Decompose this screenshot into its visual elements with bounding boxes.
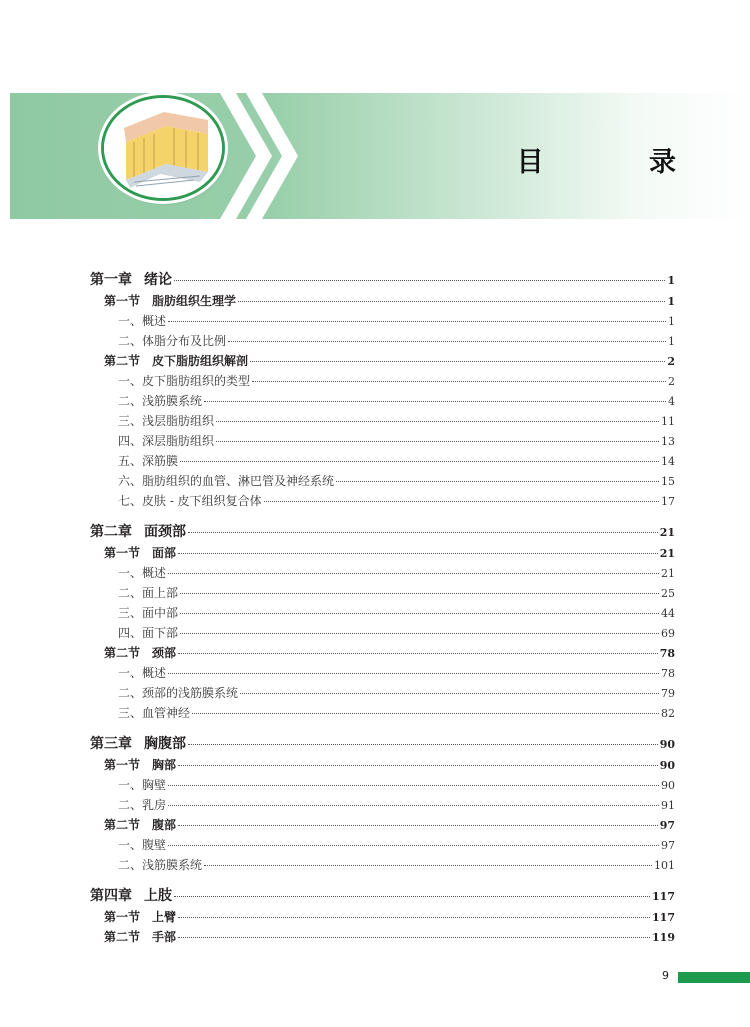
toc-entry-number: 第一节 [104,910,141,924]
toc-entry-page: 2 [667,355,675,368]
toc-section[interactable] [90,643,675,663]
toc-entry-label [104,643,176,663]
toc-entry-title: 二、体脂分布及比例 [118,334,227,348]
toc-entry-label [118,371,250,391]
toc-entry-page: 21 [659,547,675,560]
toc-entry-number: 第二章 [90,524,132,540]
toc-entry-label [118,603,178,623]
dot-leader [204,400,666,402]
toc-section[interactable] [90,815,675,835]
toc-entry-number: 第二节 [104,930,141,944]
toc-entry-label [118,411,214,431]
dot-leader [178,552,658,554]
toc-entry-label [104,755,176,775]
toc-item[interactable] [90,703,675,723]
toc-entry-title: 脂肪组织生理学 [152,294,237,308]
toc-entry-page: 101 [654,859,675,872]
toc-entry-title: 面颈部 [144,524,186,540]
toc-entry-number: 第二节 [104,818,141,832]
toc-entry-title: 一、皮下脂肪组织的类型 [118,374,251,388]
toc-item[interactable] [90,411,675,431]
toc-entry-label [118,795,166,815]
toc-entry-page: 78 [661,667,675,680]
toc-entry-title: 三、浅层脂肪组织 [118,414,215,428]
toc-section[interactable] [90,351,675,371]
dot-leader [180,632,659,634]
toc-chapter[interactable] [90,733,675,755]
toc-entry-number: 第二节 [104,354,141,368]
toc-entry-title: 一、概述 [118,566,167,580]
dot-leader [238,300,665,302]
toc-item[interactable] [90,855,675,875]
toc-entry-label [118,491,262,511]
toc-entry-label [118,683,238,703]
dot-leader [216,420,659,422]
chapter-spacer [90,723,675,733]
toc-item[interactable] [90,583,675,603]
toc-entry-label [118,775,166,795]
toc-entry-label [118,563,166,583]
toc-entry-page: 82 [661,707,675,720]
dot-leader [178,824,658,826]
toc-entry-title: 腹部 [152,818,177,832]
page-title: 目 录 [516,147,724,178]
toc-entry-label [90,521,186,543]
dot-leader [174,279,665,281]
toc-item[interactable] [90,835,675,855]
toc-entry-page: 69 [661,627,675,640]
dot-leader [192,712,659,714]
toc-entry-page: 90 [659,738,675,751]
toc-entry-page: 91 [661,799,675,812]
toc-entry-number: 第四章 [90,888,132,904]
toc-item[interactable] [90,451,675,471]
toc-entry-page: 25 [661,587,675,600]
toc-entry-page: 2 [668,375,675,388]
toc-entry-label [118,311,166,331]
toc-entry-page: 78 [659,647,675,660]
toc-entry-title: 一、概述 [118,314,167,328]
toc-entry-page: 4 [668,395,675,408]
chapter-spacer [90,875,675,885]
toc-entry-page: 117 [652,911,675,924]
toc-item[interactable] [90,311,675,331]
toc-item[interactable] [90,491,675,511]
toc-entry-page: 15 [661,475,675,488]
toc-entry-label [118,623,178,643]
toc-entry-label [118,855,202,875]
toc-entry-label [104,291,236,311]
dot-leader [180,612,659,614]
toc-entry-title: 一、胸壁 [118,778,167,792]
toc-entry-title: 颈部 [152,646,177,660]
toc-entry-page: 1 [668,335,675,348]
toc-entry-page: 1 [667,274,675,287]
dot-leader [168,320,666,322]
toc-entry-label [118,663,166,683]
skin-tissue-illustration [104,98,222,198]
toc-entry-label [118,703,190,723]
toc-item[interactable] [90,603,675,623]
toc-entry-label [90,269,172,291]
toc-item[interactable] [90,795,675,815]
toc-entry-title: 一、腹壁 [118,838,167,852]
toc-entry-label [90,885,172,907]
toc-section[interactable] [90,907,675,927]
toc-entry-label [118,431,214,451]
toc-entry-page: 11 [661,415,675,428]
toc-item[interactable] [90,623,675,643]
dot-leader [180,592,659,594]
dot-leader [264,500,659,502]
toc-entry-page: 79 [661,687,675,700]
toc-entry-title: 三、面中部 [118,606,179,620]
dot-leader [336,480,659,482]
toc-entry-title: 胸腹部 [144,736,186,752]
dot-leader [216,440,659,442]
toc-entry-title: 绪论 [144,272,172,288]
toc-entry-page: 97 [659,819,675,832]
toc-entry-page: 1 [668,315,675,328]
toc-chapter[interactable] [90,885,675,907]
toc-entry-title: 二、浅筋膜系统 [118,858,203,872]
toc-entry-title: 四、面下部 [118,626,179,640]
toc-entry-title: 三、血管神经 [118,706,191,720]
toc-section[interactable] [90,927,675,947]
toc-entry-label [104,351,248,371]
dot-leader [204,864,652,866]
toc-entry-page: 21 [661,567,675,580]
toc-item[interactable] [90,391,675,411]
toc-entry-number: 第二节 [104,646,141,660]
toc-entry-page: 21 [659,526,675,539]
toc-entry-label [118,583,178,603]
dot-leader [180,460,659,462]
toc-entry-title: 面部 [152,546,177,560]
chapter-spacer [90,511,675,521]
toc-entry-title: 五、深筋膜 [118,454,179,468]
toc-entry-title: 二、颈部的浅筋膜系统 [118,686,239,700]
dot-leader [178,652,658,654]
toc-entry-title: 手部 [152,930,177,944]
dot-leader [174,895,650,897]
toc-entry-number: 第一节 [104,758,141,772]
toc-entry-title: 二、面上部 [118,586,179,600]
toc-entry-number: 第一节 [104,546,141,560]
toc-item[interactable] [90,683,675,703]
toc-entry-title: 上肢 [144,888,172,904]
dot-leader [168,672,659,674]
dot-leader [250,360,665,362]
toc-section[interactable] [90,755,675,775]
toc-entry-label [104,907,176,927]
toc-entry-page: 1 [667,295,675,308]
page-accent-bar [678,972,750,983]
toc-item[interactable] [90,431,675,451]
toc-chapter[interactable] [90,269,675,291]
toc-entry-title: 六、脂肪组织的血管、淋巴管及神经系统 [118,474,335,488]
toc-entry-label [118,331,226,351]
toc-entry-page: 13 [661,435,675,448]
table-of-contents [90,269,675,947]
toc-entry-label [118,471,334,491]
toc-section[interactable] [90,291,675,311]
toc-entry-title: 上臂 [152,910,177,924]
toc-entry-title: 四、深层脂肪组织 [118,434,215,448]
toc-entry-label [104,927,176,947]
toc-entry-page: 90 [659,759,675,772]
toc-entry-title: 皮下脂肪组织解剖 [152,354,249,368]
toc-entry-page: 17 [661,495,675,508]
page-number: 9 [662,969,669,982]
dot-leader [188,531,658,533]
toc-item[interactable] [90,775,675,795]
toc-entry-label [104,815,176,835]
dot-leader [178,936,650,938]
dot-leader [188,743,658,745]
toc-chapter[interactable] [90,521,675,543]
toc-entry-page: 97 [661,839,675,852]
dot-leader [168,784,659,786]
dot-leader [178,916,650,918]
dot-leader [228,340,666,342]
toc-entry-number: 第一章 [90,272,132,288]
toc-item[interactable] [90,331,675,351]
toc-entry-label [104,543,176,563]
toc-section[interactable] [90,543,675,563]
dot-leader [168,844,659,846]
toc-entry-label [90,733,186,755]
toc-entry-number: 第三章 [90,736,132,752]
toc-entry-title: 二、浅筋膜系统 [118,394,203,408]
toc-item[interactable] [90,371,675,391]
dot-leader [178,764,658,766]
dot-leader [168,804,659,806]
toc-entry-page: 119 [652,931,675,944]
toc-entry-label [118,835,166,855]
dot-leader [240,692,659,694]
toc-entry-title: 二、乳房 [118,798,167,812]
toc-entry-label [118,391,202,411]
toc-entry-title: 胸部 [152,758,177,772]
toc-item[interactable] [90,471,675,491]
toc-entry-page: 44 [661,607,675,620]
toc-item[interactable] [90,563,675,583]
toc-entry-title: 一、概述 [118,666,167,680]
dot-leader [168,572,659,574]
toc-entry-label [118,451,178,471]
toc-entry-page: 117 [652,890,675,903]
dot-leader [252,380,666,382]
toc-entry-number: 第一节 [104,294,141,308]
toc-item[interactable] [90,663,675,683]
toc-entry-page: 90 [661,779,675,792]
toc-entry-page: 14 [661,455,675,468]
toc-entry-title: 七、皮肤 - 皮下组织复合体 [118,494,262,508]
